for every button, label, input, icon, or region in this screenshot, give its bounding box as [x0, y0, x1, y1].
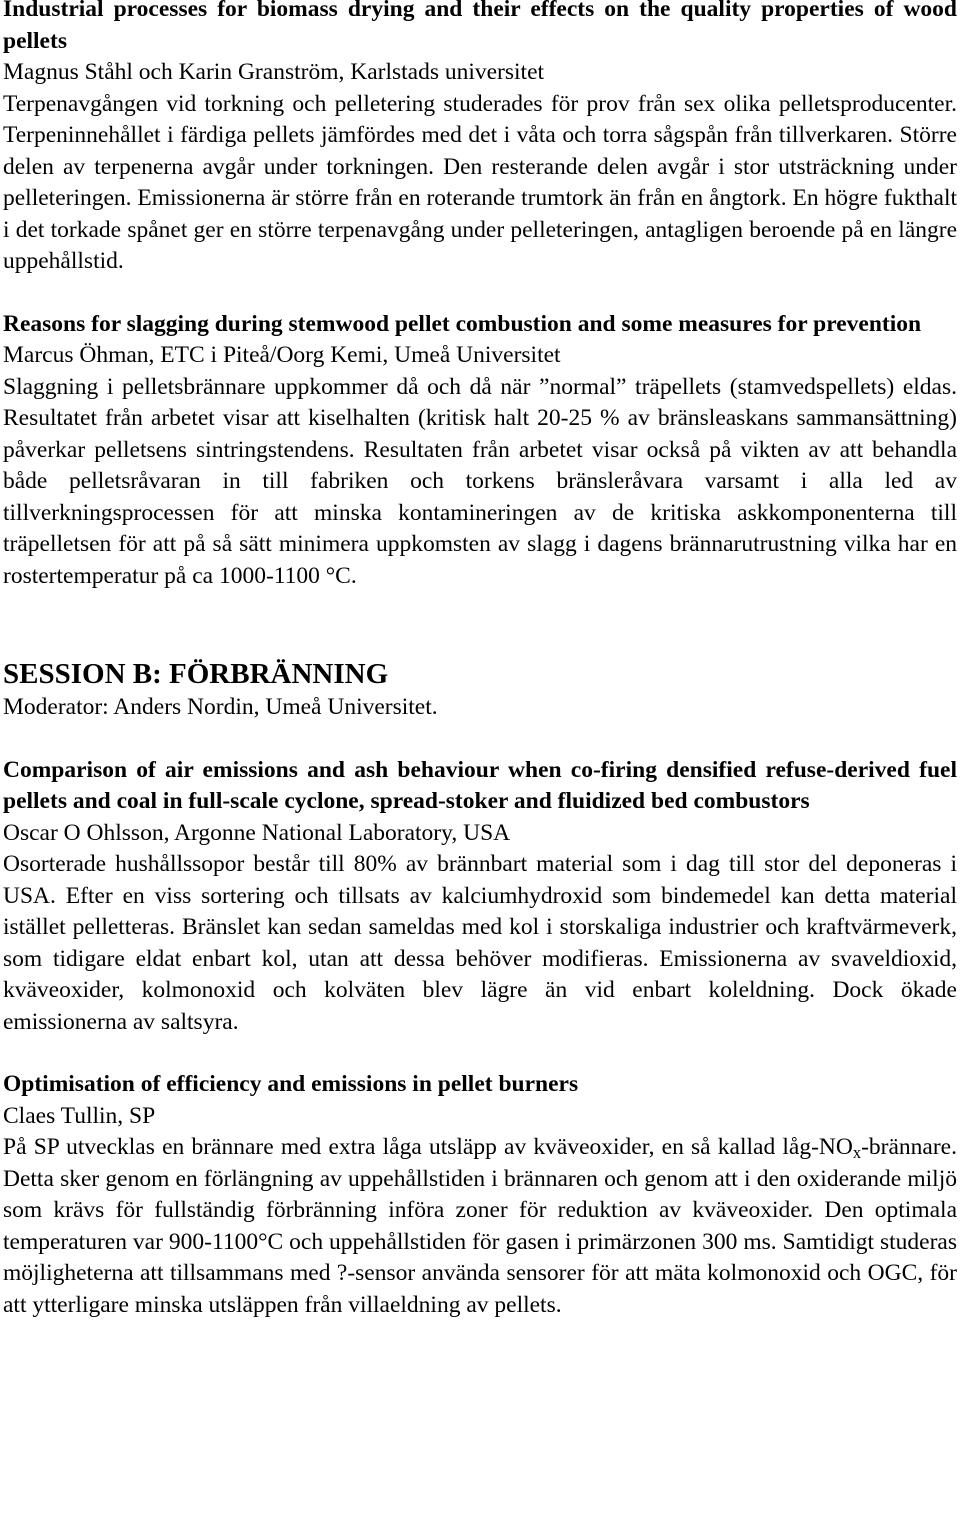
- abstract-authors: Claes Tullin, SP: [3, 1102, 156, 1129]
- session-header: [3, 654, 957, 724]
- abstract-body: Slaggning i pelletsbrännare uppkommer då och då när ”normal” träpellets (stamvedspellets) eldas. Resultatet från arbetet visar att kiselhalten (kritisk halt 20-25 % av bränsleaskans sammansättning) påverkar pelletsens sintringstendens. Resultaten från arbetet visar också på vikten av att behandla både pelletsråvaran in till fabriken och torkens bränsleråvara varsamt i alla led av tillverkningsprocessen för att minska kontamineringen av de kritiska askkomponenterna till träpelletsen för att på så sätt minimera uppkomsten av slagg i dagens brännarutrustning vilka har en rostertemperatur på ca 1000-1100 °C.: [3, 373, 957, 589]
- abstract-title: Reasons for slagging during stemwood pellet combustion and some measures for prevention: [3, 310, 922, 337]
- abstract-authors: Magnus Ståhl och Karin Granström, Karlstads universitet: [3, 59, 545, 85]
- session-heading: SESSION B: FÖRBRÄNNING: [3, 658, 389, 690]
- session-moderator: Moderator: Anders Nordin, Umeå Universitet.: [3, 694, 438, 720]
- body-text-before-subscript: På SP utvecklas en brännare med extra låga utsläpp av kväveoxider, en så kallad låg-NO: [3, 1134, 853, 1160]
- abstract-authors: Oscar O Ohlsson, Argonne National Laboratory, USA: [3, 819, 511, 846]
- abstract-body: Osorterade hushållssopor består till 80% av brännbart material som i dag till stor del deponeras i USA. Efter en viss sortering och tillsats av kalciumhydroxid som bindemedel kan detta material istället pelletteras. Bränslet kan sedan sameldas med kol i storskaliga industrier och kraftvärmeverk, som tidigare eldat enbart kol, utan att dessa behöver modifieras. Emissionerna av svaveldioxid, kväveoxider, kolmonoxid och kolväten blev lägre än vid enbart koleldning. Dock ökade emissionerna av saltsyra.: [3, 851, 957, 1035]
- body-text-after-subscript: -brännare. Detta sker genom en förlängning av uppehållstiden i brännaren och genom att i den oxiderande miljö som krävs för fullständig förbränning införa zoner för reduktion av kväveoxider. Den optimala temperaturen var 900-1100°C och uppehållstiden för gasen i primärzonen 300 ms. Samtidigt studeras möjligheterna att tillsammans med ?-sensor använda sensorer för att mäta kolmonoxid och OGC, för att ytterligare minska utsläppen från villaeldning av pellets.: [3, 1134, 957, 1318]
- abstract-body: Terpenavgången vid torkning och pelletering studerades för prov från sex olika pelletsproducenter. Terpeninnehållet i färdiga pellets jämfördes med det i våta och torra sågspån från tillverkaren. Större delen av terpenerna avgår under torkningen. Den resterande delen avgår i stor utsträckning under pelleteringen. Emissionerna är större från en roterande trumtork än från en ångtork. En högre fukthalt i det torkade spånet ger en större terpenavgång under pelleteringen, antagligen beroende på en längre uppehållstid.: [3, 90, 957, 274]
- abstract-title: Optimisation of efficiency and emissions in pellet burners: [3, 1071, 579, 1097]
- abstract-pellet-burners: [3, 1069, 957, 1321]
- abstract-body: [3, 1132, 957, 1321]
- abstract-authors: Marcus Öhman, ETC i Piteå/Oorg Kemi, Umeå Universitet: [3, 342, 561, 368]
- document-page: [3, 0, 957, 1321]
- abstract-biomass-drying: [3, 0, 957, 278]
- spacer: [3, 724, 957, 755]
- spacer: [3, 1038, 957, 1069]
- spacer: [3, 592, 957, 654]
- abstract-slagging: [3, 309, 957, 593]
- abstract-rdf-cofiring: [3, 755, 957, 1039]
- abstract-title: Industrial processes for biomass drying and their effects on the quality properties of wood pellets: [3, 0, 957, 54]
- nox-subscript: x: [852, 1143, 862, 1163]
- spacer: [3, 278, 957, 309]
- abstract-title: Comparison of air emissions and ash behaviour when co-firing densified refuse-derived fuel pellets and coal in full-scale cyclone, spread-stoker and fluidized bed combustors: [3, 756, 957, 814]
